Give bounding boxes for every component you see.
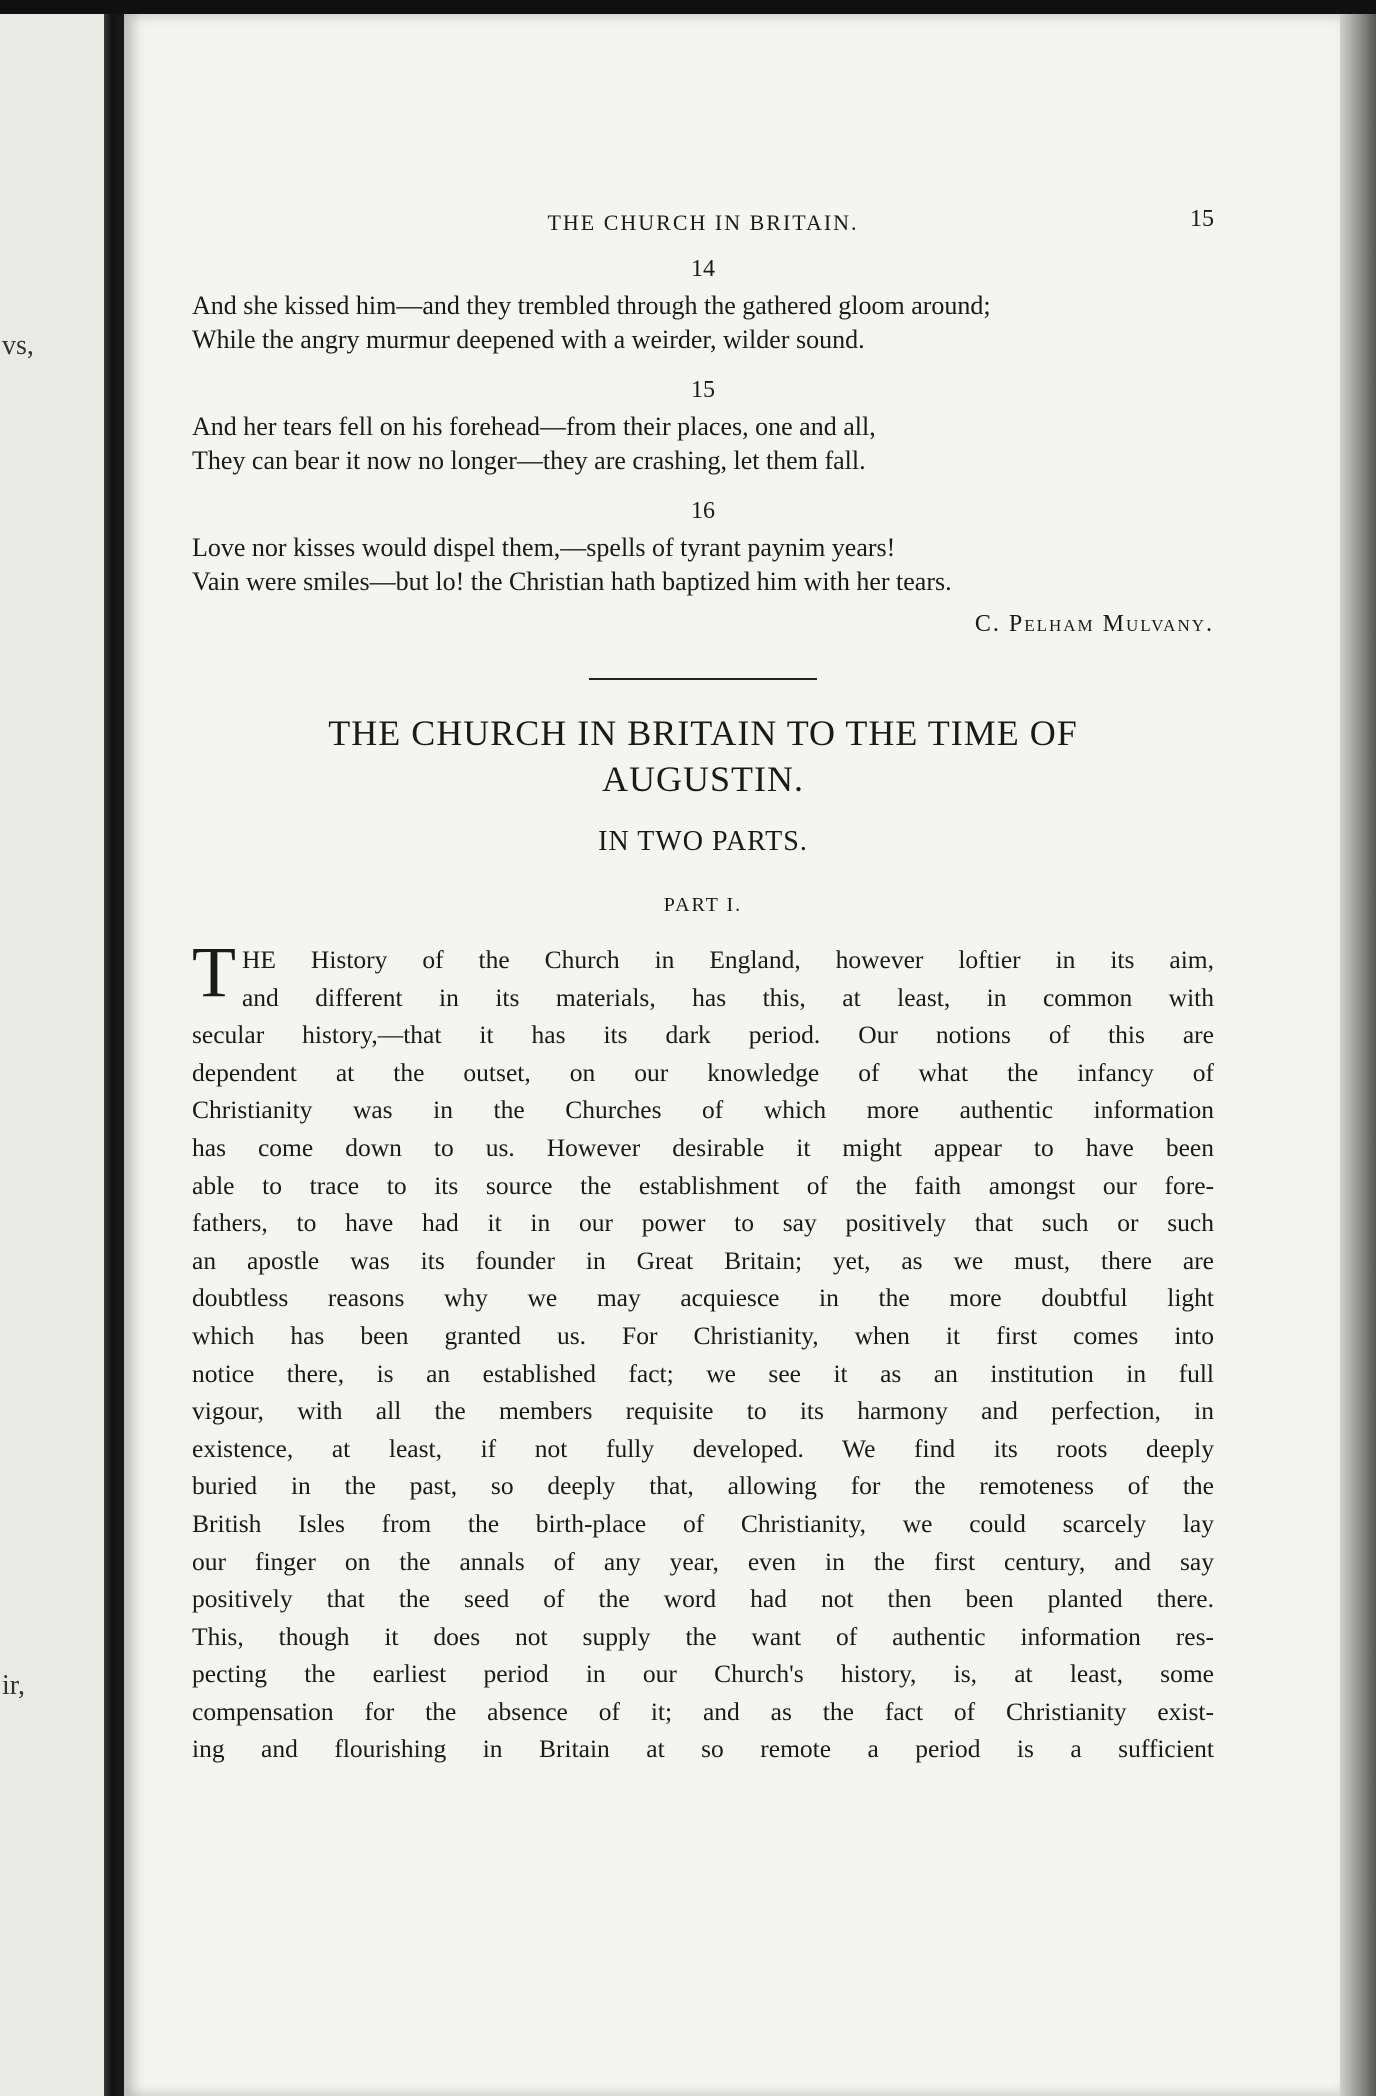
article-title-line: AUGUSTIN. (602, 759, 804, 799)
body-line: which has been granted us. For Christianity, when it first comes into (192, 1320, 1214, 1350)
page (124, 14, 1340, 2096)
section-divider (589, 678, 817, 680)
body-line: existence, at least, if not fully developed. We find its roots deeply (192, 1433, 1214, 1463)
page-content (192, 204, 1214, 1768)
body-line: Christianity was in the Churches of which more authentic information (192, 1095, 1214, 1125)
poem (192, 256, 1214, 638)
stanza-number: 14 (691, 256, 715, 282)
body-line: and different in its materials, has this, at least, in common with (241, 982, 1214, 1012)
stanza-number: 15 (691, 377, 715, 403)
verse-line: And she kissed him—and they trembled through the gathered gloom around; (192, 291, 991, 320)
stanza (192, 377, 1214, 478)
left-page-margin (0, 14, 104, 2096)
page-fore-edge (1340, 14, 1376, 2096)
body-line: has come down to us. However desirable it might appear to have been (192, 1132, 1214, 1162)
body-line: notice there, is an established fact; we see it as an institution in full (192, 1358, 1214, 1388)
body-line: positively that the seed of the word had not then been planted there. (192, 1584, 1214, 1614)
body-line: British Isles from the birth-place of Christianity, we could scarcely lay (192, 1508, 1214, 1538)
body-line: able to trace to its source the establishment of the faith amongst our fore- (192, 1170, 1214, 1200)
body-line: buried in the past, so deeply that, allowing for the remoteness of the (192, 1471, 1214, 1501)
article-title (192, 710, 1214, 802)
body-line: our finger on the annals of any year, even in the first century, and say (192, 1546, 1214, 1576)
body-line: dependent at the outset, on our knowledge of what the infancy of (192, 1057, 1214, 1087)
left-page-fragment: ir, (2, 1670, 25, 1701)
body-line: vigour, with all the members requisite to its harmony and perfection, in (192, 1396, 1214, 1426)
poem-author: C. Pelham Mulvany. (974, 611, 1214, 637)
body-line: HE History of the Church in England, however loftier in its aim, (241, 945, 1214, 974)
verse-line: Vain were smiles—but lo! the Christian hath baptized him with her tears. (192, 567, 952, 596)
verse-line: They can bear it now no longer—they are crashing, let them fall. (192, 446, 866, 475)
stanza-number: 16 (691, 498, 715, 524)
body-line: pecting the earliest period in our Church's history, is, at least, some (192, 1659, 1214, 1689)
body-line: an apostle was its founder in Great Britain; yet, as we must, there are (192, 1245, 1214, 1275)
body-line: ing and flourishing in Britain at so remote a period is a sufficient (192, 1734, 1214, 1764)
verse-line: And her tears fell on his forehead—from their places, one and all, (192, 412, 876, 441)
body-line: This, though it does not supply the want of authentic information res- (192, 1621, 1214, 1651)
verse-line: While the angry murmur deepened with a weirder, wilder sound. (192, 325, 865, 354)
drop-cap: T (192, 932, 236, 1012)
verse-line: Love nor kisses would dispel them,—spells of tyrant paynim years! (192, 533, 896, 562)
body-line: fathers, to have had it in our power to say positively that such or such (192, 1208, 1214, 1238)
left-page-fragment: vs, (2, 330, 34, 361)
body-line: doubtless reasons why we may acquiesce in the more doubtful light (192, 1283, 1214, 1313)
stanza (192, 256, 1214, 357)
part-label: PART I. (663, 894, 743, 916)
article-title-line: THE CHURCH IN BRITAIN TO THE TIME OF (328, 713, 1078, 753)
body-line: compensation for the absence of it; and as the fact of Christianity exist- (192, 1696, 1214, 1726)
stanza (192, 498, 1214, 599)
running-title: THE CHURCH IN BRITAIN. (547, 210, 859, 235)
running-head (192, 204, 1214, 244)
article-subtitle: IN TWO PARTS. (598, 826, 808, 857)
page-number: 15 (1190, 206, 1214, 232)
book-gutter (104, 14, 124, 2096)
article-body (192, 932, 1214, 1768)
body-line: secular history,—that it has its dark period. Our notions of this are (192, 1020, 1214, 1050)
